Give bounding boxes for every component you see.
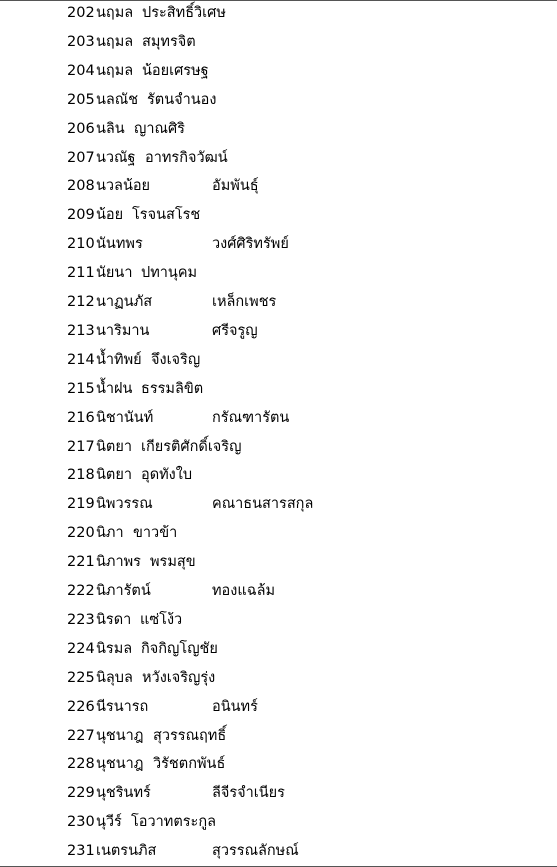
last-name: สมุทรจิต: [142, 33, 196, 50]
first-name: นิลุบล: [96, 669, 133, 686]
list-item: [0, 750, 557, 779]
first-name: นฤมล: [96, 5, 134, 21]
list-item: [0, 519, 557, 548]
first-name: นฤมล: [96, 33, 134, 50]
last-name: วิรัชตกพันธ์: [153, 756, 226, 773]
list-item: [0, 259, 557, 288]
last-name: หวังเจริญรุ่ง: [142, 669, 216, 686]
list-item: [0, 201, 557, 230]
last-name: กิจกิญโญชัย: [141, 640, 218, 657]
last-name: ขาวข้า: [133, 525, 178, 542]
row-number: 230: [67, 814, 95, 831]
last-name: ลีจีรจำเนียร: [212, 785, 285, 802]
list-item: [0, 144, 557, 173]
list-item: [0, 461, 557, 490]
list-item: [0, 375, 557, 404]
first-name: นิตยา: [96, 438, 132, 455]
last-name: เกียรติศักดิ์เจริญ: [141, 438, 242, 455]
first-name: นุชนาฎ: [96, 727, 144, 744]
row-number: 202: [67, 5, 95, 21]
last-name: ทองแฉล้ม: [212, 583, 276, 599]
first-name: นิพวรรณ: [96, 496, 153, 513]
last-name: ศรีจรูญ: [212, 322, 258, 339]
list-item: [0, 433, 557, 462]
list-item: [0, 722, 557, 751]
last-name: ญาณศิริ: [134, 120, 185, 137]
list-item: [0, 404, 557, 433]
row-number: 223: [67, 611, 95, 628]
row-number: 206: [67, 120, 95, 137]
first-name: นลิน: [96, 120, 125, 137]
list-item: [0, 635, 557, 664]
last-name: เหล็กเพชร: [212, 294, 277, 310]
row-number: 207: [67, 149, 95, 166]
first-name: เนตรนภิส: [96, 843, 157, 860]
first-name: นิภาพร: [96, 554, 141, 571]
last-name: โอวาทตระกูล: [131, 814, 216, 831]
row-number: 205: [67, 91, 95, 108]
last-name: กรัณฑารัตน: [212, 409, 290, 426]
row-number: 213: [67, 322, 95, 339]
first-name: นาฏนภัส: [96, 294, 153, 310]
first-name: นิชานันท์: [96, 409, 154, 426]
first-name: นุวีร์: [96, 814, 122, 831]
list-item: [0, 0, 557, 28]
row-number: 212: [67, 294, 95, 310]
last-name: ธรรมลิขิต: [141, 380, 204, 397]
first-name: นิภารัตน์: [96, 583, 151, 599]
last-name: อาทรกิจวัฒน์: [145, 149, 228, 166]
row-number: 215: [67, 380, 95, 397]
row-number: 209: [67, 207, 95, 224]
list-item: [0, 28, 557, 57]
last-name: น้อยเศรษฐ: [142, 62, 209, 79]
first-name: นลณัช: [96, 91, 139, 108]
list-item: [0, 172, 557, 201]
first-name: นิตยา: [96, 467, 132, 484]
first-name: นุชนาฎ: [96, 756, 144, 773]
list-item: [0, 317, 557, 346]
list-item: [0, 57, 557, 86]
row-number: 231: [67, 843, 95, 860]
list-item: [0, 693, 557, 722]
first-name: นวลน้อย: [96, 178, 151, 195]
row-number: 203: [67, 33, 95, 50]
row-number: 229: [67, 785, 95, 802]
first-name: น้ำทิพย์: [96, 351, 142, 368]
last-name: จึงเจริญ: [151, 351, 201, 368]
last-name: สุวรรณฤทธิ์: [153, 727, 227, 744]
first-name: นุชรินทร์: [96, 785, 151, 802]
list-item: [0, 86, 557, 115]
last-name: โรจนสโรช: [132, 207, 201, 224]
row-number: 219: [67, 496, 95, 513]
first-name: นัยนา: [96, 265, 133, 282]
list-item: [0, 230, 557, 259]
first-name: นันทพร: [96, 236, 143, 253]
row-number: 220: [67, 525, 95, 542]
first-name: นิรดา: [96, 611, 132, 628]
last-name: อนินทร์: [212, 698, 258, 715]
last-name: รัตนจำนอง: [147, 91, 217, 108]
list-item: [0, 779, 557, 808]
row-number: 227: [67, 727, 95, 744]
first-name: น้อย: [96, 207, 124, 224]
list-item: [0, 115, 557, 144]
last-name: ปทานุคม: [141, 265, 198, 282]
last-name: ประสิทธิ์วิเศษ: [142, 5, 226, 21]
last-name: อุดทังใบ: [141, 467, 193, 484]
list-item: [0, 606, 557, 635]
row-number: 214: [67, 351, 95, 368]
list-item: [0, 548, 557, 577]
first-name: นวณัฐ: [96, 149, 136, 166]
first-name: น้ำฝน: [96, 380, 133, 397]
list-item: [0, 664, 557, 693]
row-number: 221: [67, 554, 95, 571]
first-name: นาริมาน: [96, 322, 150, 339]
row-number: 208: [67, 178, 95, 195]
row-number: 210: [67, 236, 95, 253]
first-name: นีรนารถ: [96, 698, 149, 715]
row-number: 218: [67, 467, 95, 484]
row-number: 226: [67, 698, 95, 715]
row-number: 217: [67, 438, 95, 455]
first-name: นิภา: [96, 525, 124, 542]
list-item: [0, 288, 557, 317]
row-number: 225: [67, 669, 95, 686]
row-number: 211: [67, 265, 95, 282]
list-item: [0, 346, 557, 375]
list-item: [0, 577, 557, 606]
row-number: 228: [67, 756, 95, 773]
first-name: นฤมล: [96, 62, 134, 79]
row-number: 224: [67, 640, 95, 657]
row-number: 222: [67, 583, 95, 599]
row-number: 204: [67, 62, 95, 79]
last-name: พรมสุข: [150, 554, 196, 571]
list-item: [0, 837, 557, 866]
first-name: นิรมล: [96, 640, 133, 657]
last-name: แซ่โง้ว: [140, 611, 183, 628]
last-name: อัมพันธุ์: [212, 178, 259, 195]
last-name: วงศ์ศิริทรัพย์: [212, 236, 289, 253]
last-name: คณาธนสารสกุล: [212, 496, 314, 513]
last-name: สุวรรณลักษณ์: [212, 843, 299, 860]
list-item: [0, 490, 557, 519]
list-item: [0, 808, 557, 837]
row-number: 216: [67, 409, 95, 426]
